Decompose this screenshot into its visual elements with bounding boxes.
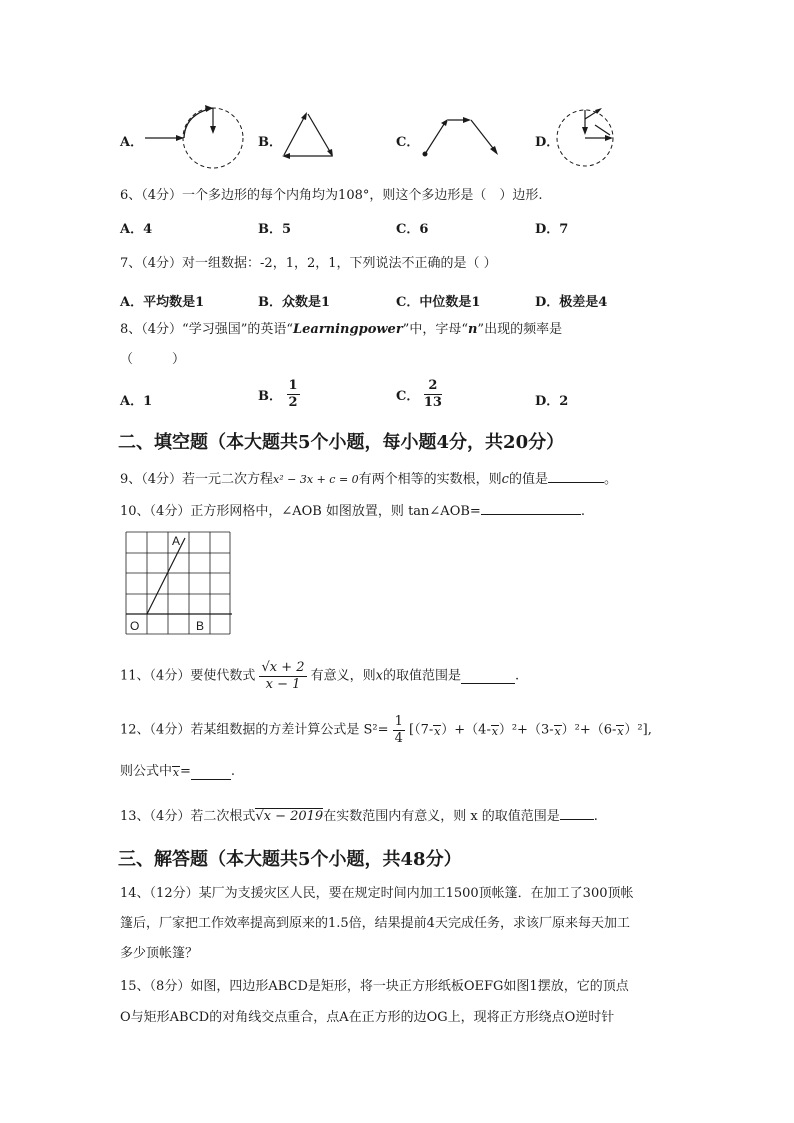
q15-line-1: 15、（8分）如图，四边形ABCD是矩形，将一块正方形纸板OEFG如图1摆放，它的顶点 xyxy=(120,979,629,994)
q8-option-a: A．1 xyxy=(120,394,153,409)
q12-line2-xbar xyxy=(172,766,180,778)
q13-answer-blank xyxy=(560,805,594,820)
q7-option-c: C．中位数是1 xyxy=(396,295,481,310)
q11-num: √x + 2 xyxy=(261,660,305,675)
q9-answer-blank xyxy=(548,468,604,483)
q6-option-d: D．7 xyxy=(535,222,569,237)
q11-var: x xyxy=(375,668,384,684)
q7-option-d: D．极差是4 xyxy=(535,295,608,310)
q11-stem xyxy=(120,660,519,693)
q8-option-d: D．2 xyxy=(535,394,569,409)
q9-pre: 9、（4分）若一元二次方程 xyxy=(120,472,274,487)
q8-option-c-num: 2 xyxy=(424,378,442,395)
q8-option-c-fraction xyxy=(424,378,442,411)
q9-end: 。 xyxy=(603,472,617,487)
q12-part-5: ）²], xyxy=(624,722,652,738)
q8-stem-post: ”出现的频率是 xyxy=(477,322,563,337)
q8-option-c-den: 13 xyxy=(423,395,442,410)
q11-pre: 11、（4分）要使代数式 xyxy=(120,668,256,684)
q5-option-b-label: B． xyxy=(258,135,282,150)
q8-option-c xyxy=(396,378,442,411)
q10-stem xyxy=(120,500,585,521)
q14-line-3: 多少顶帐篷？ xyxy=(120,946,199,961)
q12-xbar-2-var: x xyxy=(491,724,498,738)
q9-mid: 有两个相等的实数根，则 xyxy=(358,472,502,487)
q12-part-4: ）²+（6- xyxy=(561,722,617,738)
q6-option-c: C．6 xyxy=(396,222,429,237)
q7-stem: 7、（4分）对一组数据：-2，1，2，1，下列说法不正确的是（ ） xyxy=(120,256,497,271)
q12-line2-post: = xyxy=(180,764,191,779)
q11-end: . xyxy=(515,668,520,684)
q12-line2-pre: 则公式中 xyxy=(120,764,173,779)
q12-line2-xbar-var: x xyxy=(172,766,180,779)
q12-stem xyxy=(120,714,652,747)
section-3-heading: 三、解答题（本大题共5个小题，共48分） xyxy=(118,849,462,870)
q8-option-b xyxy=(258,378,300,411)
q10-label-o: O xyxy=(130,619,140,633)
q5-option-a-label: A． xyxy=(120,135,144,150)
q10-grid-figure xyxy=(120,530,240,640)
q12-xbar-2 xyxy=(491,725,499,737)
q9-stem xyxy=(120,468,617,489)
q8-option-b-label: B． xyxy=(258,389,282,404)
section-2-heading: 二、填空题（本大题共5个小题，每小题4分，共20分） xyxy=(118,432,565,453)
q12-xbar-4-var: x xyxy=(617,724,624,738)
q11-den: x − 1 xyxy=(265,677,301,692)
q9-post: 的值是 xyxy=(508,472,548,487)
q9-var: c xyxy=(501,472,509,487)
q12-part-1: [（7- xyxy=(409,722,434,738)
q10-label-a: A xyxy=(172,534,181,548)
q12-line2 xyxy=(120,762,235,783)
q11-mid: 有意义，则 xyxy=(310,668,376,684)
q5-figure-d xyxy=(555,105,620,170)
q8-stem-pre: 8、（4分）“学习强国”的英语“ xyxy=(120,322,293,337)
q10-label-b: B xyxy=(196,619,205,633)
q8-option-b-num: 1 xyxy=(288,378,298,393)
q8-option-b-den: 2 xyxy=(288,395,298,410)
q15-line-2: O与矩形ABCD的对角线交点重合，点A在正方形的边OG上，现将正方形绕点O逆时针 xyxy=(120,1010,615,1025)
q12-frac-num: 1 xyxy=(394,714,403,729)
q8-letter: n xyxy=(467,322,478,337)
q8-word: Learningpower xyxy=(292,322,403,337)
q6-stem: 6、（4分）一个多边形的每个内角均为108°，则这个多边形是（ ）边形. xyxy=(120,188,543,203)
q12-frac-den: 4 xyxy=(394,731,403,746)
q12-fraction xyxy=(393,714,405,747)
q8-option-b-fraction xyxy=(287,378,300,411)
q12-xbar-3 xyxy=(554,725,562,737)
q11-answer-blank xyxy=(461,669,515,684)
q12-pre: 12、（4分）若某组数据的方差计算公式是 S²= xyxy=(120,722,389,738)
q8-stem-mid: ”中，字母“ xyxy=(402,322,468,337)
q9-equation: x² − 3x + c = 0 xyxy=(273,473,359,486)
q5-figure-a xyxy=(140,100,250,175)
q10-stem-text: 10、（4分）正方形网格中，∠AOB 如图放置，则 tan∠AOB= xyxy=(120,504,481,519)
q12-part-3: ）²+（3- xyxy=(498,722,554,738)
q5-figure-c xyxy=(418,112,503,162)
q13-radical: √x − 2019 xyxy=(255,809,324,824)
q12-end: . xyxy=(230,764,236,779)
q13-end: . xyxy=(593,809,598,824)
q8-stem xyxy=(120,321,562,339)
q14-line-2: 篷后，厂家把工作效率提高到原来的1.5倍，结果提前4天完成任务，求该厂原来每天加工 xyxy=(120,916,630,931)
q5-figure-b xyxy=(280,110,340,165)
q12-part-2: ）+（4- xyxy=(441,722,491,738)
q7-option-b: B．众数是1 xyxy=(258,295,331,310)
q10-end: . xyxy=(580,504,585,519)
q5-option-c-label: C． xyxy=(396,135,420,150)
q12-xbar-1-var: x xyxy=(434,724,441,738)
q7-option-a: A．平均数是1 xyxy=(120,295,205,310)
q10-answer-blank xyxy=(481,500,581,515)
q13-stem xyxy=(120,805,598,826)
q8-paren: （ ） xyxy=(120,352,186,367)
q12-xbar-3-var: x xyxy=(554,724,561,738)
q11-post: 的取值范围是 xyxy=(383,668,462,684)
q6-option-a: A．4 xyxy=(120,222,153,237)
q12-answer-blank xyxy=(191,765,231,780)
q5-option-d-label: D． xyxy=(535,135,560,150)
q6-option-b: B．5 xyxy=(258,222,292,237)
q11-fraction xyxy=(259,660,306,693)
q14-line-1: 14、（12分）某厂为支援灾区人民，要在规定时间内加工1500顶帐篷．在加工了300顶帐 xyxy=(120,886,634,901)
q8-option-c-label: C． xyxy=(396,389,420,404)
q13-post: 在实数范围内有意义，则 x 的取值范围是 xyxy=(323,809,560,824)
q13-pre: 13、（4分）若二次根式 xyxy=(120,809,256,824)
